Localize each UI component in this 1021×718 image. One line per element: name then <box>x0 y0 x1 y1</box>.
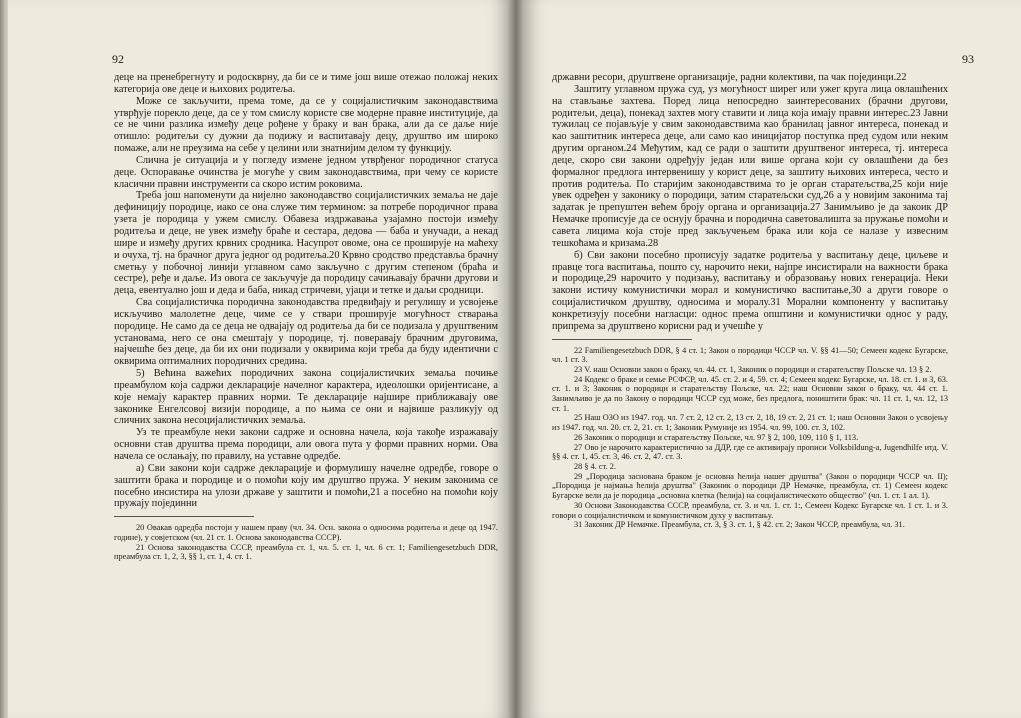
paragraph: Треба још напоменути да нијелно законодавство социјалистичких земаља не даје дефиницију породице, иако се она служе тим термином: за потребе породичног права узета је породица у ужем смислу. Обавеза издржавања узајамно постоји између родитеља и деце, не увек између браће и сестара, дедова — баба и унучади, а некад шире и између других крвних сродника. Насупрот овоме, она се проширује на маћеху и очуха, тј. на брачног друга једног од родитеља.20 Крвно сродство представља брачну сметњу у побочној линији углавном само закључно с другим степеном (браћа и сестре), ређе и даље. Из овога се закључује да породицу сачињавају брачни другови и деца, евентуално још и деда и баба, никад стричеви, ујаци и тетке и даљи сродници. <box>114 190 498 297</box>
footnote-separator <box>552 339 692 340</box>
paragraph: б) Сви закони посебно прописују задатке родитеља у васпитању деце, циљеве и правце тога васпитања, пошто су, нарочито неки, најпре инсистирали на важности брака и породице,29 нарочито у подизању, васпитању и образовању нових генерација. Неки закони истичу комунистички морал и комунистичко васпитање,30 а други говоре о социјалистичком друштву, односима и моралу.31 Морални компоненту у васпитању конкретизују посебни нагласци: однос према општини и комунистички однос у раду, припрема за друштвено корисни рад и учешће у <box>552 249 948 332</box>
paragraph: деце на пренебрегнуту и родоскврну, да би се и тиме још више отежао положај неких категорија ове деце и њихових родитеља. <box>114 72 498 95</box>
page-body <box>114 72 498 562</box>
footnote: 23 V. наш Основни закон о браку, чл. 44. ст. 1, Законик о породици и старатељству Пољске чл. 13 § 2. <box>574 364 932 374</box>
footnote: 26 Законик о породици и старатељству Пољске, чл. 97 § 2, 100, 109, 110 § 1, 113. <box>574 432 859 442</box>
footnote-separator <box>114 516 254 517</box>
paragraph: Уз те преамбуле неки закони садрже и основна начела, која такође изражавају основни став друштва према породици, али овога пута у форми правних норми. Ова начела се ослањају, по правилу, на уставне одредбе. <box>114 427 498 462</box>
footnote: 22 Familiengesetzbuch DDR, § 4 ст. 1; Закон о породици ЧССР чл. V. §§ 41—50; Семеен кодекс Бугарске, чл. 1 ст. 3. <box>552 345 948 365</box>
footnote: 25 Наш ОЗО из 1947. год. чл. 7 ст. 2, 12 ст. 2, 13 ст. 2, 18, 19 ст. 2, 21 ст. 1; наш Основни Закон о усвојењу из 1947. год. чл. 20. ст. 2, 21. ст. 1; Законик Румуније из 1954. чл. 99, 100. ст. 3, 102. <box>552 413 948 433</box>
paragraph: Слична је ситуација и у погледу измене једном утврђеног породичног статуса деце. Оспоравање очинства је могуће у свим законодавствима, при чему се користе класични правни инструменти са скоро истим роковима. <box>114 154 498 190</box>
paragraph: Заштиту углавном пружа суд, уз могућност ширег или ужег круга лица овлашћених на стављање захтева. Поред лица непосредно заинтересованих (брачни другови, родитељи, деца), понекад захтев могу ставити и лица која имају правни интерес.23 Јавни тужилац се појављује у свим законодавствима као бранилац јавног интереса, понекад и као заштитник интереса деце, али само као иницијатор поступка пред судом или неким другим органом.24 Међутим, кад се ради о заштити друштвеног интереса, тј. интереса деце, скоро сви закони одређују један или више органа који су овлашћени да без формалног предлога интервенишу у корист деце, за заштиту њихових интереса, често и против родитеља. По старијим законодавствима то је орган старатељства,25 који није увек одређен у законику о породици, затим старатељски суд,26 а у новијим законима тај задатак је препуштен већем броју органа и организација.27 Занимљиво је да закоик ДР Немачке прописује да се оснују брачна и породична саветовалишта за пружање помоћи и савета лицима која стоје пред закључењем брака или која се налазе у извесним тешкоћама и кризама.28 <box>552 83 948 249</box>
left-page <box>8 0 511 718</box>
paragraph: 5) Већина важећих породичних закона социјалистичких земаља почиње преамбулом која садржи декларације начелног карактера, идеолошки оријентисане, а које немају карактер правних норми. Те декларације најшире приближавају ове законике Енгелсовој визији породице, а по њима се они и највише разликују од сличних закона несоцијалистичких земаља. <box>114 368 498 427</box>
footnote: 24 Кодекс о браке и семье РСФСР, чл. 45. ст. 2. и 4, 59. ст. 4; Семеен кодекс Бугарске, чл. 18. ст. 1. и 3, 63. ст. 1. и 3; Законик о породици и старатељству Пољске, чл. 22; наш Основни закон о браку, чл. 44 ст. 1. Занимљиво је да по Закону о породици ЧССР суд може, без предлога, поништити брак: чл. 11 ст. 1, чл. 12, 13 ст. 1. <box>552 374 948 413</box>
paragraph: а) Сви закони који садрже декларације и формулишу начелне одредбе, говоре о заштити брака и породице и о помоћи коју им друштво пружа. У неким законима се посебно инсистира на улози државе у заштити и помоћи,21 а посебно на помоћи коју пружају појединни <box>114 462 498 510</box>
footnote: 27 Ово је нарочито карактеристично за ДДР, где се активирају прописи Volksbildung-a, Jugendhilfe итд. V. §§ 4. ст. 1, 45. ст. 3, 46. ст. 2, 47. ст. 3. <box>552 442 948 462</box>
footnote: 30 Основи Законодавства СССР, преамбула, ст. 3. и чл. 1. ст. 1:, Семеен Кодекс Бугарске чл. 1 ст. 1. и 3. говори о социјалистичком и комунистичком духу у васпитању. <box>552 500 948 520</box>
footnote: 29 „Породица заснована браком је основна ћелија нашег друштва" (Закон о породици ЧССР чл. II); „Породица је најмања ћелија друштва" (Законик о породици ДР Немачке, преамбула, ст. 1) Семеен кодекс Бугарске вели да је породица „основна клетка (ћелија) на социјалистическото общество" (чл. 1. ст. 1 ал. 1). <box>552 471 948 501</box>
footnote: 28 § 4. ст. 2. <box>574 462 616 471</box>
footnote: 21 Основа законодавства СССР, преамбула ст. 1, чл. 5. ст. 1, чл. 6 ст. 1; Familiengesetzbuch DDR, преамбула ст. 1, 2, 3, §§ 1, ст. 1, 4. ст. 1. <box>114 542 498 562</box>
page-number: 93 <box>962 52 974 66</box>
paragraph: Сва социјалистичка породична законодавства предвиђају и регулишу и усвојење искључиво малолетне деце, чиме се у ствари проширује могућност стварања породице. Не само да се деца не одвајају од родитеља да би се подизала у друштвеним установама, него се она смештају у породице, тј. поверавају брачним друговима, најчешће без деце, да би их они подизали у оквирима који треба да буду идентични с оквирима оптималних породичних средина. <box>114 297 498 368</box>
page-body <box>552 72 948 530</box>
paragraph: Може се закључити, према томе, да се у социјалистичким законодавствима утврђује порекло деце, да се у том смислу користе све модерне правне институције, да се не чини разлика између деце рођене у браку и ван брака, али да се даље није отишло: родитељи су дужни да подижу и васпитавају децу, друштво им широко помаже, али не преузима на себе у целини или знатнијим делом ту функцију. <box>114 95 498 155</box>
paragraph: државни ресори, друштвене организације, радни колективи, па чак појединци.22 <box>552 72 907 83</box>
page-number: 92 <box>112 52 124 66</box>
footnote: 20 Овакав одредба постоји у нашем праву (чл. 34. Осн. закона о односима родитеља и деце од 1947. године), у совјетском (чл. 21 ст. 1. Основа законодавства СССР). <box>114 523 498 542</box>
footnote: 31 Законик ДР Немачке. Преамбула, ст. 3, § 3. ст. 1, § 42. ст. 2; Закон ЧССР, преамбула, чл. 31. <box>574 520 905 530</box>
right-page <box>522 0 1021 718</box>
page-edge <box>0 0 6 718</box>
